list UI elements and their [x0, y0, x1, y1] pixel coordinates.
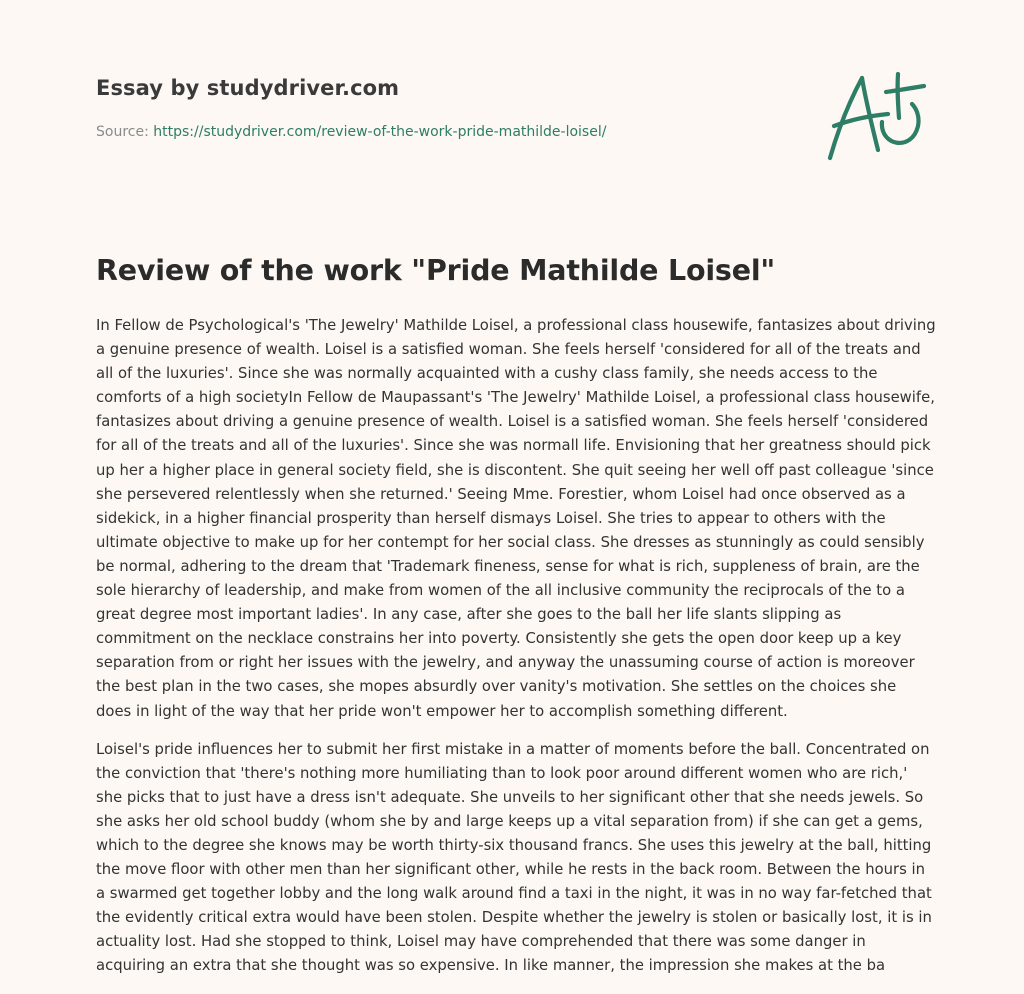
- header-brand: Essay by studydriver.com: [96, 76, 400, 100]
- a-plus-grade-logo: [820, 68, 928, 164]
- logo-plus-vertical: [898, 74, 899, 118]
- source-label: Source:: [96, 124, 149, 140]
- article-body: [96, 314, 936, 993]
- article-title: Review of the work "Pride Mathilde Loisel": [96, 254, 776, 287]
- source-link[interactable]: https://studydriver.com/review-of-the-work-pride-mathilde-loisel/: [153, 124, 607, 140]
- source-line: [96, 124, 606, 140]
- logo-plus-horizontal: [886, 86, 924, 92]
- paragraph: In Fellow de Psychological's 'The Jewelry' Mathilde Loisel, a professional class housewife, fantasizes about driving a genuine presence of wealth. Loisel is a satisfied woman. She feels herself 'considered for all of the treats and all of the luxuries'. Since she was normally acquainted with a cushy class family, she needs access to the comforts of a high societyIn Fellow de Maupassant's 'The Jewelry' Mathilde Loisel, a professional class housewife, fantasizes about driving a genuine presence of wealth. Loisel is a satisfied woman. She feels herself 'considered for all of the treats and all of the luxuries'. Since she was normall life. Envisioning that her greatness should pick up her a higher place in general society field, she is discontent. She quit seeing her well off past colleague 'since she persevered relentlessly when she returned.' Seeing Mme. Forestier, whom Loisel had once observed as a sidekick, in a higher financial prosperity than herself dismays Loisel. She tries to appear to others with the ultimate objective to make up for her contempt for her social class. She dresses as stunningly as could sensibly be normal, adhering to the dream that 'Trademark fineness, sense for what is rich, suppleness of brain, are the sole hierarchy of leadership, and make from women of the all inclusive community the reciprocals of the to a great degree most important ladies'. In any case, after she goes to the ball her life slants slipping as commitment on the necklace constrains her into poverty. Consistently she gets the open door keep up a key separation from or right her issues with the jewelry, and anyway the unassuming course of action is moreover the best plan in the two cases, she mopes absurdly over vanity's motivation. She settles on the choices she does in light of the way that her pride won't empower her to accomplish something different.: [96, 317, 936, 720]
- paragraph: Loisel's pride influences her to submit her first mistake in a matter of moments before the ball. Concentrated on the conviction that 'there's nothing more humiliating than to look poor around different women who are rich,' she picks that to just have a dress isn't adequate. She unveils to her significant other that she needs jewels. So she asks her old school buddy (whom she by and large keeps up a vital separation from) if she can get a gems, which to the degree she knows may be worth thirty-six thousand francs. She uses this jewelry at the ball, hitting the move floor with other men than her significant other, while he rests in the back room. Between the hours in a swarmed get together lobby and the long walk around find a taxi in the night, it was in no way far-fetched that the evidently critical extra would have been stolen. Despite whether the jewelry is stolen or basically lost, it is in actuality lost. Had she stopped to think, Loisel may have comprehended that there was some danger in acquiring an extra that she thought was so expensive. In like manner, the impression she makes at the ba: [96, 740, 932, 975]
